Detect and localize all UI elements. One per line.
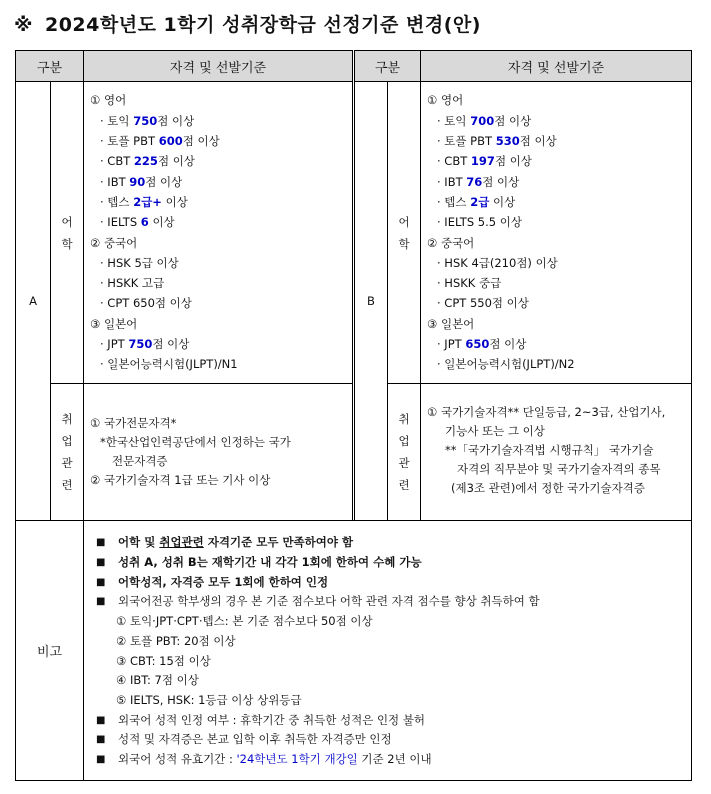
criteria-line: · HSK 5급 이상 (100, 255, 179, 270)
section-b-job-criteria (421, 384, 692, 521)
score-value: 76 (466, 174, 483, 189)
remark-line: ■ 성적 및 자격증은 본교 입학 이후 취득한 자격증만 인정 (96, 730, 681, 750)
criteria-line: · 일본어능력시험(JLPT)/N1 (100, 357, 238, 372)
criteria-line: · HSK 4급(210점) 이상 (437, 255, 558, 270)
criteria-line: · IBT 90점 이상 (100, 174, 183, 189)
score-value: 2급 (470, 194, 490, 209)
section-a-language-criteria (84, 82, 353, 384)
section-a-job-criteria (84, 384, 353, 521)
score-value: 750 (133, 113, 158, 128)
score-value: 2급+ (133, 194, 162, 209)
section-b-label: B (355, 82, 388, 521)
criteria-line: · 텝스 2급+ 이상 (100, 194, 188, 209)
criteria-line: ③ 일본어 (90, 316, 138, 331)
criteria-line: · HSKK 중급 (437, 276, 502, 291)
header-category-a: 구분 (16, 51, 84, 82)
criteria-line: ① 영어 (90, 93, 127, 108)
job-line: ① 국가전문자격* (90, 416, 177, 430)
criteria-line: · 토익 700점 이상 (437, 113, 532, 128)
criteria-line: · CBT 225점 이상 (100, 154, 195, 169)
job-line: ① 국가기술자격** 단일등급, 2~3급, 산업기사, (427, 404, 666, 419)
square-bullet-icon: ■ (96, 714, 106, 726)
reference-mark: ※ (14, 14, 33, 36)
criteria-line: · 토플 PBT 530점 이상 (437, 134, 557, 149)
remark-line: ■ 외국어 성적 인정 여부 : 휴학기간 중 취득한 성적은 인정 불허 (96, 711, 681, 731)
score-value: 90 (129, 174, 146, 189)
criteria-line: · JPT 650점 이상 (437, 336, 527, 351)
remarks-label: 비고 (16, 521, 84, 781)
square-bullet-icon: ■ (96, 576, 106, 588)
page-title (14, 10, 481, 37)
square-bullet-icon: ■ (96, 556, 106, 568)
job-line: (제3조 관련)에서 정한 국가기술자격증 (451, 480, 645, 495)
section-b-job-label: 취 업 관 련 (388, 384, 421, 521)
score-value: 600 (158, 134, 183, 149)
job-line: ② 국가기술자격 1급 또는 기사 이상 (90, 473, 271, 487)
section-a-language-label: 어 학 (51, 82, 84, 384)
criteria-line: · CBT 197점 이상 (437, 154, 532, 169)
criteria-table (15, 50, 692, 781)
section-a-job-label: 취 업 관 련 (51, 384, 84, 521)
score-value: 6 (140, 215, 149, 230)
score-value: 225 (133, 154, 158, 169)
criteria-line: ③ 일본어 (427, 316, 475, 331)
criteria-line: ① 영어 (427, 93, 464, 108)
remark-subitem: ④ IBT: 7점 이상 (116, 673, 199, 688)
header-criteria-a: 자격 및 선발기준 (84, 51, 353, 82)
criteria-line: · IBT 76점 이상 (437, 174, 520, 189)
section-a-label: A (16, 82, 51, 521)
remark-line: ■ 어학성적, 자격증 모두 1회에 한하여 인정 (96, 573, 681, 593)
criteria-line: · 토플 PBT 600점 이상 (100, 134, 220, 149)
score-value: 530 (495, 134, 520, 149)
section-b-language-label: 어 학 (388, 82, 421, 384)
criteria-line: · 일본어능력시험(JLPT)/N2 (437, 357, 575, 372)
square-bullet-icon: ■ (96, 537, 106, 549)
criteria-line: · 토익 750점 이상 (100, 113, 195, 128)
job-line: 기능사 또는 그 이상 (445, 423, 545, 438)
criteria-line: · IELTS 5.5 이상 (437, 215, 522, 230)
criteria-line: ② 중국어 (90, 235, 138, 250)
criteria-line: · CPT 550점 이상 (437, 296, 529, 311)
header-criteria-b: 자격 및 선발기준 (421, 51, 692, 82)
square-bullet-icon: ■ (96, 596, 106, 608)
square-bullet-icon: ■ (96, 734, 106, 746)
score-value: 197 (470, 154, 495, 169)
criteria-line: ② 중국어 (427, 235, 475, 250)
square-bullet-icon: ■ (96, 754, 106, 766)
remark-subitem: ② 토플 PBT: 20점 이상 (116, 633, 236, 648)
remarks-content (84, 521, 692, 781)
score-value: 700 (470, 113, 495, 128)
score-value: 750 (128, 336, 153, 351)
job-line: **「국가기술자격법 시행규칙」 국가기술 (445, 442, 654, 457)
criteria-line: · IELTS 6 이상 (100, 215, 175, 230)
job-line: 전문자격증 (112, 454, 168, 468)
section-b-language-criteria (421, 82, 692, 384)
criteria-line: · HSKK 고급 (100, 276, 165, 291)
criteria-line: · 텝스 2급 이상 (437, 194, 516, 209)
remark-line: ■ 성취 A, 성취 B는 재학기간 내 각각 1회에 한하여 수혜 가능 (96, 553, 681, 573)
remark-line: ■ 외국어 성적 유효기간 : '24학년도 1학기 개강일 기준 2년 이내 (96, 750, 681, 770)
remark-subitem: ③ CBT: 15점 이상 (116, 653, 211, 668)
remark-subitem: ⑤ IELTS, HSK: 1등급 이상 상위등급 (116, 692, 302, 707)
remark-line: ■ 어학 및 취업관련 자격기준 모두 만족하여야 함 (96, 533, 681, 553)
score-value: 650 (465, 336, 490, 351)
header-category-b: 구분 (355, 51, 421, 82)
criteria-line: · JPT 750점 이상 (100, 336, 190, 351)
criteria-line: · CPT 650점 이상 (100, 296, 192, 311)
job-line: 자격의 직무분야 및 국가기술자격의 종목 (457, 461, 661, 476)
title-text: 2024학년도 1학기 성취장학금 선정기준 변경(안) (44, 14, 481, 36)
job-line: *한국산업인력공단에서 인정하는 국가 (100, 435, 291, 449)
remark-line: ■ 외국어전공 학부생의 경우 본 기준 점수보다 어학 관련 자격 점수를 향상 취득하여 함 (96, 592, 681, 612)
remark-subitem: ① 토익·JPT·CPT·텝스: 본 기준 점수보다 50점 이상 (116, 614, 373, 629)
